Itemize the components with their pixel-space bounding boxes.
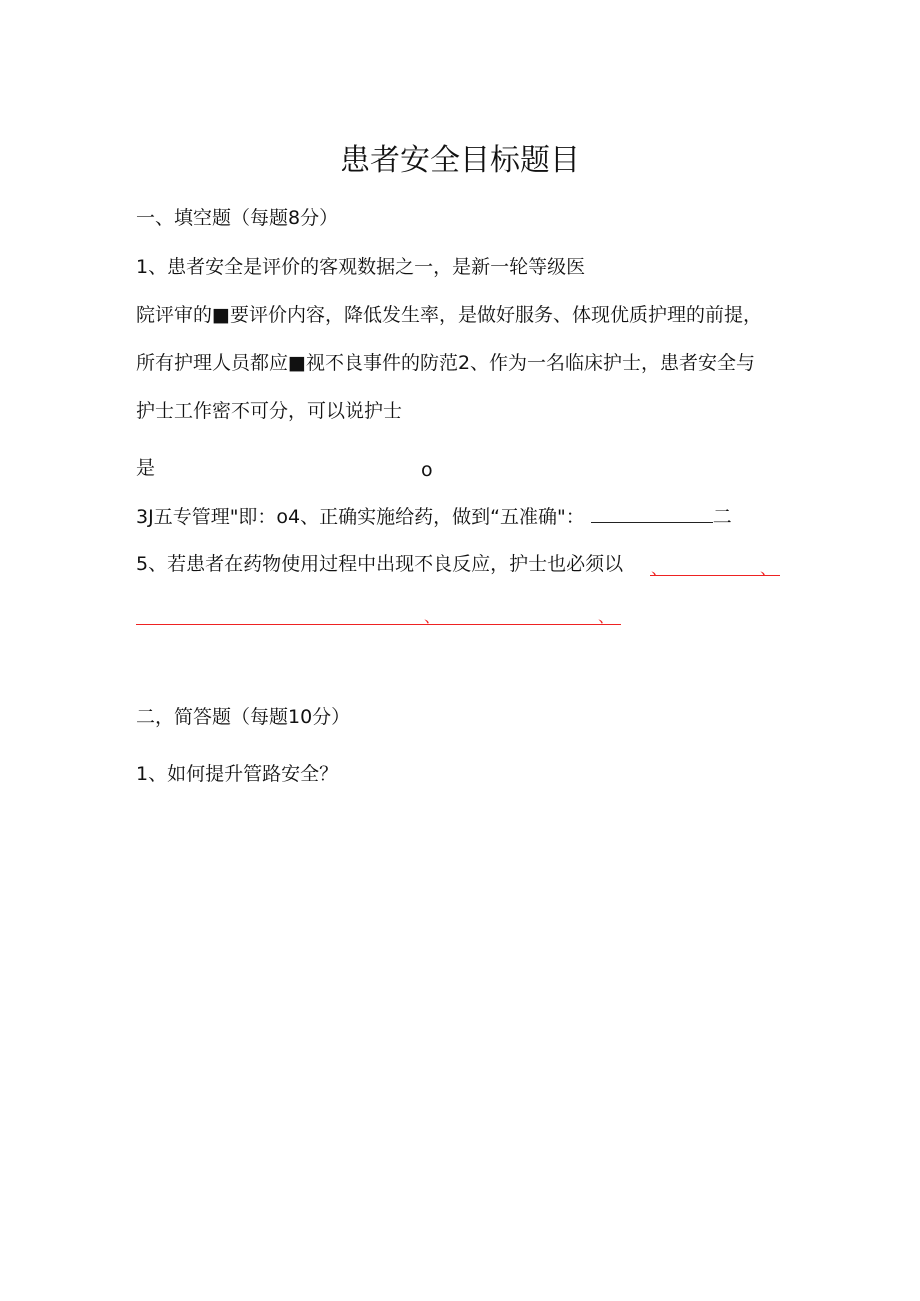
q2-end-mark: o	[421, 459, 433, 481]
q2-line: 护士工作密不可分，可以说护士	[136, 400, 403, 422]
q1-line-3: 所有护理人员都应■视不良事件的防范2、作为一名临床护士，患者安全与	[136, 352, 756, 374]
q1-line-1: 1、患者安全是评价的客观数据之一，是新一轮等级医	[136, 256, 586, 278]
page-title: 患者安全目标题目	[340, 143, 580, 178]
q1-line-2: 院评审的■要评价内容，降低发生率，是做好服务、体现优质护理的前提，	[136, 304, 762, 326]
section2-q1: 1、如何提升管路安全？	[136, 763, 339, 785]
q5-separator-2: 、	[760, 559, 777, 578]
q3-q4-text: 3J五专管理"即：o4、正确实施给药，做到“五准确"：	[136, 506, 585, 528]
q4-answer-blank	[591, 503, 713, 523]
section1-heading: 一、填空题（每题8分）	[136, 207, 339, 229]
q5-separator-3: 、	[424, 607, 441, 626]
q5-separator-4: 、	[598, 607, 615, 626]
q3-q4-line	[136, 503, 732, 529]
section2-heading: 二，简答题（每题10分）	[136, 706, 351, 728]
q5-answer-line-2	[136, 624, 621, 625]
q2-answer-label: 是	[136, 457, 156, 479]
q5-separator-1: 、	[651, 559, 668, 578]
q4-tail: 二	[712, 506, 732, 528]
q5-line: 5、若患者在药物使用过程中出现不良反应，护士也必须以	[136, 553, 624, 575]
